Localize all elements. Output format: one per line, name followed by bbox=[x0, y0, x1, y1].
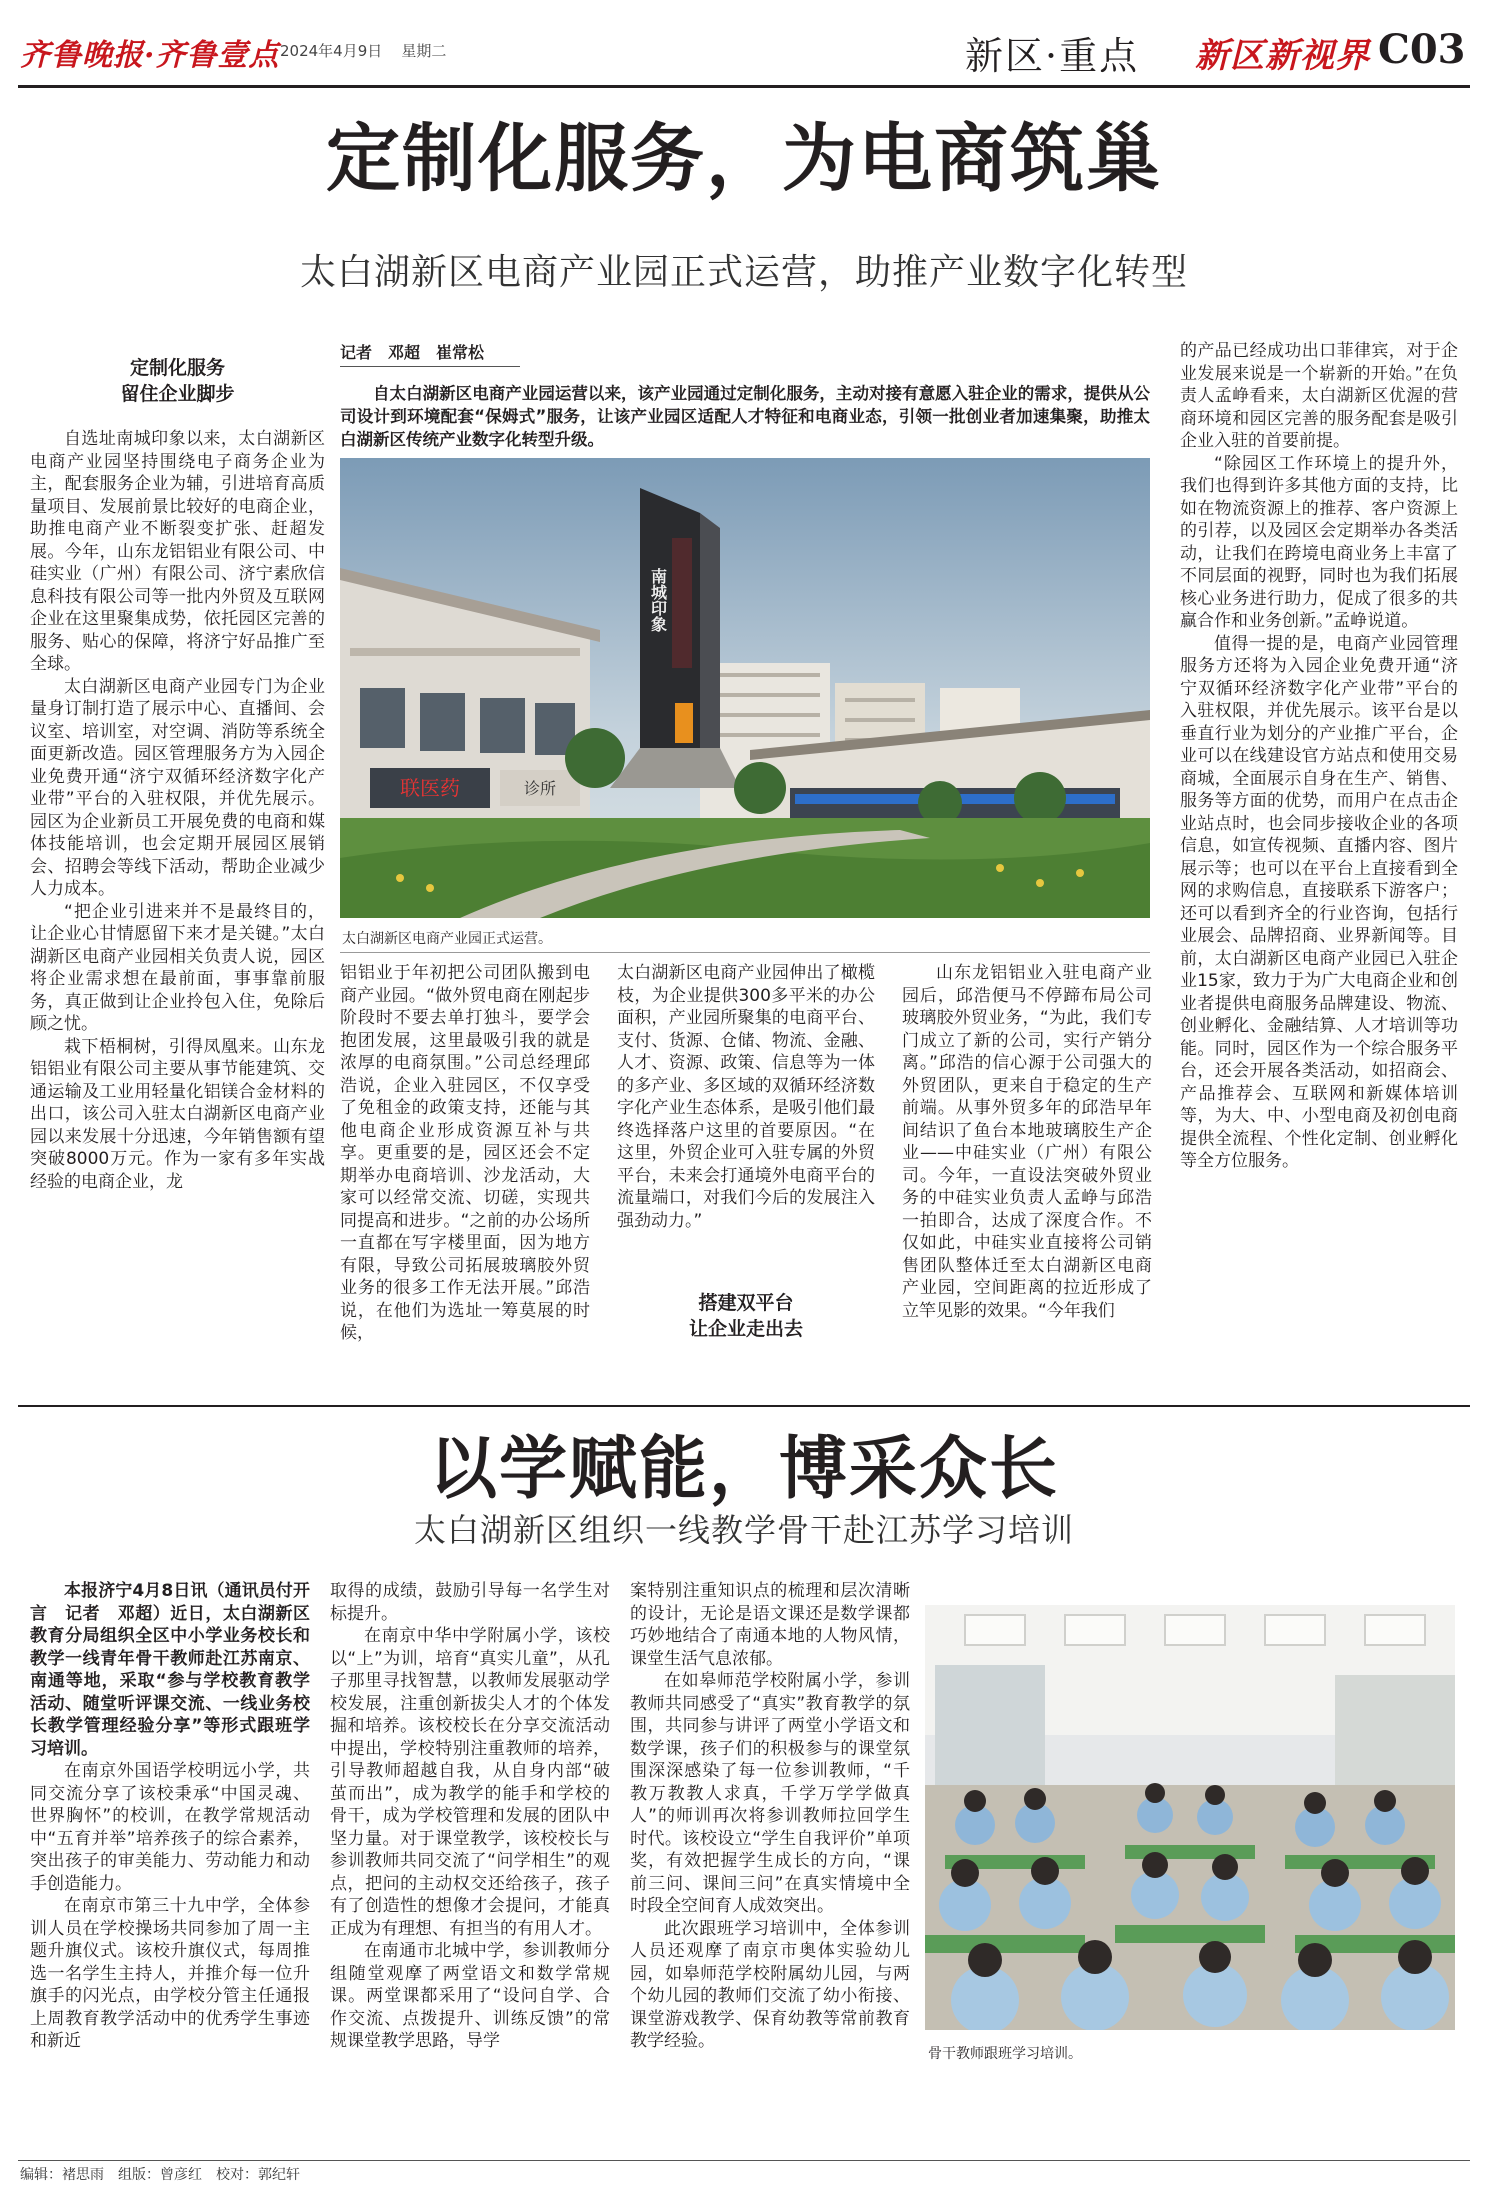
newspaper-name: 齐鲁晚报·齐鲁壹点 bbox=[20, 38, 280, 73]
article1-column-1 bbox=[30, 428, 325, 1193]
shop-sign-clinic: 诊所 bbox=[523, 779, 557, 798]
classroom-photo-caption: 骨干教师跟班学习培训。 bbox=[928, 2046, 1082, 2062]
lead-paragraph: 自太白湖新区电商产业园运营以来，该产业园通过定制化服务，主动对接有意愿入驻企业的需求，提供从公司设计到环境配套“保姆式”服务，让该产业园区适配人才特征和电商业态，引领一批创业者加速集聚，助推太白湖新区传统产业数字化转型升级。 bbox=[340, 384, 1150, 449]
footer-rule bbox=[18, 2160, 1470, 2161]
paragraph: 取得的成绩，鼓励引导每一名学生对标提升。 bbox=[330, 1581, 610, 1624]
article1-headline: 定制化服务，为电商筑巢 bbox=[326, 116, 1162, 202]
article1-subheadline: 太白湖新区电商产业园正式运营，助推产业数字化转型 bbox=[299, 252, 1188, 293]
paragraph: 本报济宁4月8日讯（通讯员付开言 记者 邓超）近日，太白湖新区教育分局组织全区中小学业务校长和教学一线青年骨干教师赴江苏南京、南通等地，采取“参与学校教育教学活动、随堂听评课交流、一线业务校长教学管理经验分享”等形式跟班学习培训。 bbox=[30, 1581, 310, 1759]
photo-divider bbox=[340, 952, 1150, 953]
paragraph: 在南通市北城中学，参训教师分组随堂观摩了两堂语文和数学常规课。两堂课都采用了“设问自学、合作交流、点拨提升、训练反馈”的常规课堂教学思路，导学 bbox=[330, 1941, 610, 2051]
paragraph: 太白湖新区电商产业园伸出了橄榄枝，为企业提供300多平米的办公面积，产业园所聚集的电商平台、支付、货源、仓储、物流、金融、人才、资源、政策、信息等为一体的多产业、多区域的双循环经济数字化产业生态体系，是吸引他们最终选择落户这里的首要原因。“在这里，外贸企业可入驻专属的外贸平台，未来会打通境外电商平台的流量端口，对我们今后的发展注入强劲动力。” bbox=[617, 963, 875, 1231]
section-brand: 新区新视界 bbox=[1195, 36, 1370, 76]
paragraph: 太白湖新区电商产业园专门为企业量身订制打造了展示中心、直播间、会议室、培训室，对空调、消防等系统全面更新改造。园区管理服务方为入园企业免费开通“济宁双循环经济数字化产业带”平台的入驻权限，并优先展示。园区为企业新员工开展免费的电商和媒体技能培训，也会定期开展园区展销会、招聘会等线下活动，帮助企业减少人力成本。 bbox=[30, 676, 325, 899]
paragraph: 栽下梧桐树，引得凤凰来。山东龙铝铝业有限公司主要从事节能建筑、交通运输及工业用轻量化铝镁合金材料的出口，该公司入驻太白湖新区电商产业园以来发展十分迅速，今年销售额有望突破8000万元。作为一家有多年实战经验的电商企业，龙 bbox=[30, 1036, 325, 1192]
page-number: C03 bbox=[1378, 26, 1466, 73]
date-text: 2024年4月9日 bbox=[280, 42, 383, 60]
ecommerce-park-photo bbox=[340, 458, 1150, 918]
classroom-illustration bbox=[925, 1605, 1455, 2030]
article2-subheadline: 太白湖新区组织一线教学骨干赴江苏学习培训 bbox=[413, 1511, 1074, 1549]
article2-column-3 bbox=[630, 1580, 910, 2053]
paragraph: 此次跟班学习培训中，全体参训人员还观摩了南京市奥体实验幼儿园，如皋师范学校附属幼儿园，与两个幼儿园的教师们交流了幼小衔接、课堂游戏教学、保育幼教等常前教育教学经验。 bbox=[630, 1918, 910, 2051]
paragraph: 值得一提的是，电商产业园管理服务方还将为入园企业免费开通“济宁双循环经济数字化产业带”平台的入驻权限，并优先展示。该平台是以垂直行业为划分的产业推广平台，企业可以在线建设官方站点和使用交易商城，全面展示自身在生产、销售、服务等方面的优势，而用户在点击企业站点时，也会同步接收企业的各项信息，如宣传视频、直播内容、图片展示等；也可以在平台上直接看到全网的求购信息，直接联系下游客户；还可以看到齐全的行业咨询，包括行业展会、品牌招商、业界新闻等。目前，太白湖新区电商产业园已入驻企业15家，致力于为广大电商企业和创业者提供电商服务品牌建设、物流、创业孵化、金融结算、人才培训等功能。同时，园区作为一个综合服务平台，还会开展各类活动，如招商会、产品推荐会、互联网和新媒体培训等，为大、中、小型电商及初创电商提供全流程、个性化定制、创业孵化等全方位服务。 bbox=[1180, 633, 1458, 1171]
tower-sign: 南城印象 bbox=[648, 568, 668, 632]
paragraph: “除园区工作环境上的提升外，我们也得到许多其他方面的支持，比如在物流资源上的推荐、客户资源上的引荐，以及园区会定期举办各类活动，让我们在跨境电商业务上丰富了不同层面的视野，同时也为我们拓展核心业务进行助力，促成了很多的共赢合作和业务创新。”孟峥说道。 bbox=[1180, 453, 1458, 631]
subhead-dual-platform: 搭建双平台 让企业走出去 bbox=[688, 1292, 803, 1340]
ecommerce-photo-caption: 太白湖新区电商产业园正式运营。 bbox=[342, 931, 552, 947]
article-separator bbox=[18, 1405, 1470, 1407]
weekday-text: 星期二 bbox=[401, 42, 447, 60]
issue-date bbox=[280, 40, 446, 61]
paragraph: 在南京外国语学校明远小学，共同交流分享了该校秉承“中国灵魂、世界胸怀”的校训，在教学常规活动中“五育并举”培养孩子的综合素养，突出孩子的审美能力、劳动能力和动手创造能力。 bbox=[30, 1761, 310, 1894]
article1-column-3 bbox=[617, 962, 875, 1232]
paragraph: 在南京市第三十九中学，全体参训人员在学校操场共同参加了周一主题升旗仪式。该校升旗仪式，每周推选一名学生主持人，并推介每一位升旗手的闪光点，由学校分管主任通报上周教育教学活动中的优秀学生事迹和新近 bbox=[30, 1896, 310, 2051]
article2-column-1 bbox=[30, 1580, 310, 2053]
paragraph: “把企业引进来并不是最终目的，让企业心甘情愿留下来才是关键。”太白湖新区电商产业园相关负责人说，园区将企业需求想在最前面，事事靠前服务，真正做到让企业拎包入住，免除后顾之忧。 bbox=[30, 901, 325, 1034]
paragraph: 自选址南城印象以来，太白湖新区电商产业园坚持围绕电子商务企业为主，配套服务企业为辅，引进培育高质量项目、发展前景比较好的电商企业，助推电商产业不断裂变扩张、赶超发展。今年，山东龙铝铝业有限公司、中硅实业（广州）有限公司、济宁素欣信息科技有限公司等一批内外贸及互联网企业在这里聚集成势，依托园区完善的服务、贴心的保障，将济宁好品推广至全球。 bbox=[30, 429, 325, 674]
shop-sign-pharmacy: 联医药 bbox=[400, 776, 460, 800]
paragraph: 的产品已经成功出口菲律宾，对于企业发展来说是一个崭新的开始。”在负责人孟峥看来，太白湖新区优渥的营商环境和园区完善的服务配套是吸引企业入驻的首要前提。 bbox=[1180, 341, 1458, 451]
paragraph: 铝铝业于年初把公司团队搬到电商产业园。“做外贸电商在刚起步阶段时不要去单打独斗，要学会抱团发展，这里最吸引我的就是浓厚的电商氛围。”公司总经理邱浩说，企业入驻园区，不仅享受了免租金的政策支持，还能与其他电商企业形成资源互补与共享。更重要的是，园区还会不定期举办电商培训、沙龙活动，大家可以经常交流、切磋，实现共同提高和进步。“之前的办公场所一直都在写字楼里面，因为地方有限，导致公司拓展玻璃胶外贸业务的很多工作无法开展。”邱浩说，在他们为选址一筹莫展的时候， bbox=[340, 963, 590, 1343]
subhead-customized-service: 定制化服务 留住企业脚步 bbox=[120, 357, 235, 405]
article1-column-2 bbox=[340, 962, 590, 1345]
paragraph: 在如皋师范学校附属小学，参训教师共同感受了“真实”教育教学的氛围，共同参与讲评了两堂小学语文和数学课，孩子们的积极参与的课堂氛围深深感染了每一位参训教师，“千教万教教人求真，千学万学学做真人”的师训再次将参训教师拉回学生时代。该校设立“学生自我评价”单项奖，有效把握学生成长的方向，“课前三问、课间三问”在真实情境中全时段全空间育人成效突出。 bbox=[630, 1671, 910, 1916]
masthead-rule bbox=[18, 85, 1470, 88]
paragraph: 在南京中华中学附属小学，该校以“上”为训，培育“真实儿童”，从孔子那里寻找智慧，以教师发展驱动学校发展，注重创新拔尖人才的个体发掘和培养。该校校长在分享交流活动中提出，学校特别注重教师的培养，引导教师超越自我，从自身内部“破茧而出”，成为教学的能手和学校的骨干，成为学校管理和发展的团队中坚力量。对于课堂教学，该校校长与参训教师共同交流了“问学相生”的观点，把问的主动权交还给孩子，孩子有了创造性的想像才会提问，才能真正成为有理想、有担当的有用人才。 bbox=[330, 1626, 610, 1939]
classroom-photo bbox=[925, 1605, 1455, 2030]
section-title: 新区·重点 bbox=[965, 34, 1140, 78]
article1-byline: 记者 邓超 崔常松 bbox=[340, 343, 485, 362]
article2-headline: 以学赋能，博采众长 bbox=[428, 1429, 1059, 1509]
article1-column-4 bbox=[902, 962, 1152, 1322]
editorial-credits: 编辑：褚思雨 组版：曾彦红 校对：郭纪轩 bbox=[20, 2167, 300, 2183]
byline-underline bbox=[340, 366, 520, 367]
article1-lead bbox=[340, 382, 1150, 451]
ecommerce-park-illustration bbox=[340, 458, 1150, 918]
paragraph: 案特别注重知识点的梳理和层次清晰的设计，无论是语文课还是数学课都巧妙地结合了南通本地的人物风情，课堂生活气息浓郁。 bbox=[630, 1581, 910, 1669]
article1-column-5 bbox=[1180, 340, 1458, 1173]
paragraph: 山东龙铝铝业入驻电商产业园后，邱浩便马不停蹄布局公司玻璃胶外贸业务，“为此，我们专门成立了新的公司，实行产销分离。”邱浩的信心源于公司强大的外贸团队，更来自于稳定的生产前端。从事外贸多年的邱浩早年间结识了鱼台本地玻璃胶生产企业——中硅实业（广州）有限公司。今年，一直设法突破外贸业务的中硅实业负责人孟峥与邱浩一拍即合，达成了深度合作。不仅如此，中硅实业直接将公司销售团队整体迁至太白湖新区电商产业园，空间距离的拉近形成了立竿见影的效果。“今年我们 bbox=[902, 963, 1152, 1321]
article2-column-2 bbox=[330, 1580, 610, 2053]
